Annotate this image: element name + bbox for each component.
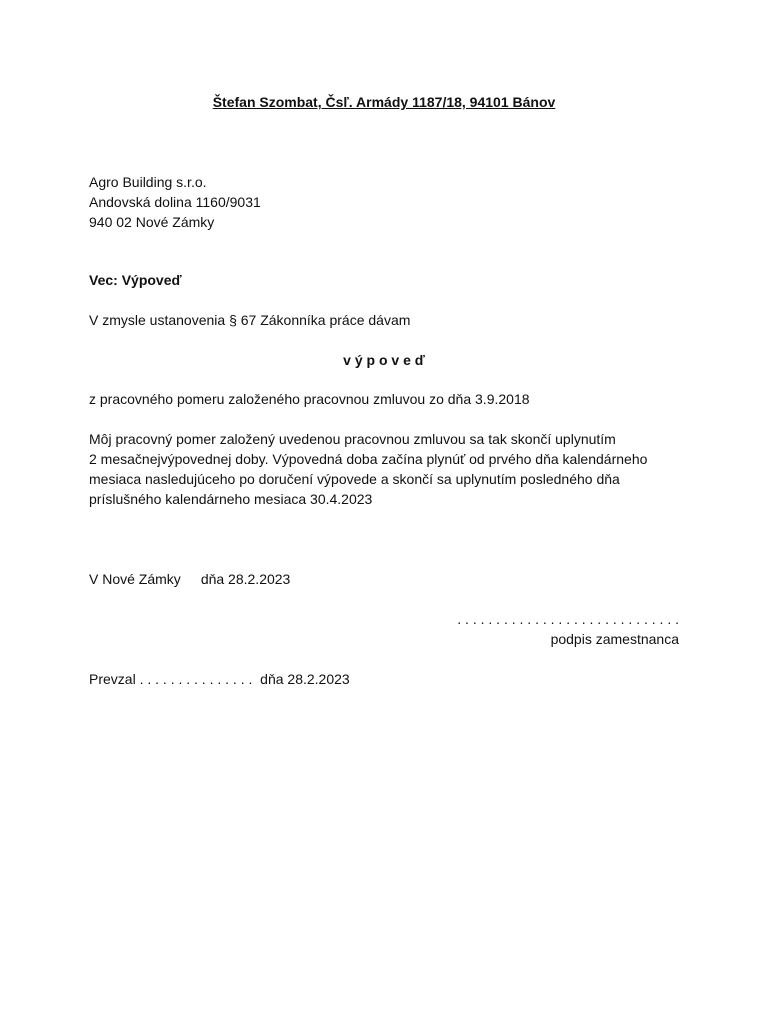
notice-title: v ý p o v e ď [343,352,425,368]
recipient-city: 940 02 Nové Zámky [89,214,215,230]
subject-line: Vec: Výpoveď [89,272,182,288]
received-date: dňa 28.2.2023 [260,671,350,687]
recipient-street: Andovská dolina 1160/9031 [89,194,261,210]
signature-label: podpis zamestnanca [550,631,679,647]
contract-text: z pracovného pomeru založeného pracovnou zmluvou zo dňa 3.9.2018 [89,391,530,407]
sender-header: Štefan Szombat, Čsľ. Armády 1187/18, 94101 Bánov [212,94,556,110]
notice-line: 2 mesačnejvýpovednej doby. Výpovedná doba začína plynúť od prvého dňa kalendárneho [89,451,648,467]
recipient-company: Agro Building s.r.o. [89,174,207,190]
notice-line: príslušného kalendárneho mesiaca 30.4.2023 [89,491,373,507]
place-text: V Nové Zámky [89,571,181,587]
signature-dots: . . . . . . . . . . . . . . . . . . . . . . . . . . . . . [457,611,679,627]
place-date-line [89,569,290,589]
date-text: dňa 28.2.2023 [200,571,291,587]
received-line [89,669,350,689]
intro-text: V zmysle ustanovenia § 67 Zákonníka práce dávam [89,312,411,328]
received-label: Prevzal . . . . . . . . . . . . . . . [89,671,253,687]
notice-line: Môj pracovný pomer založený uvedenou pracovnou zmluvou sa tak skončí uplynutím [89,431,616,447]
notice-line: mesiaca nasledujúceho po doručení výpovede a skončí sa uplynutím posledného dňa [89,471,620,487]
